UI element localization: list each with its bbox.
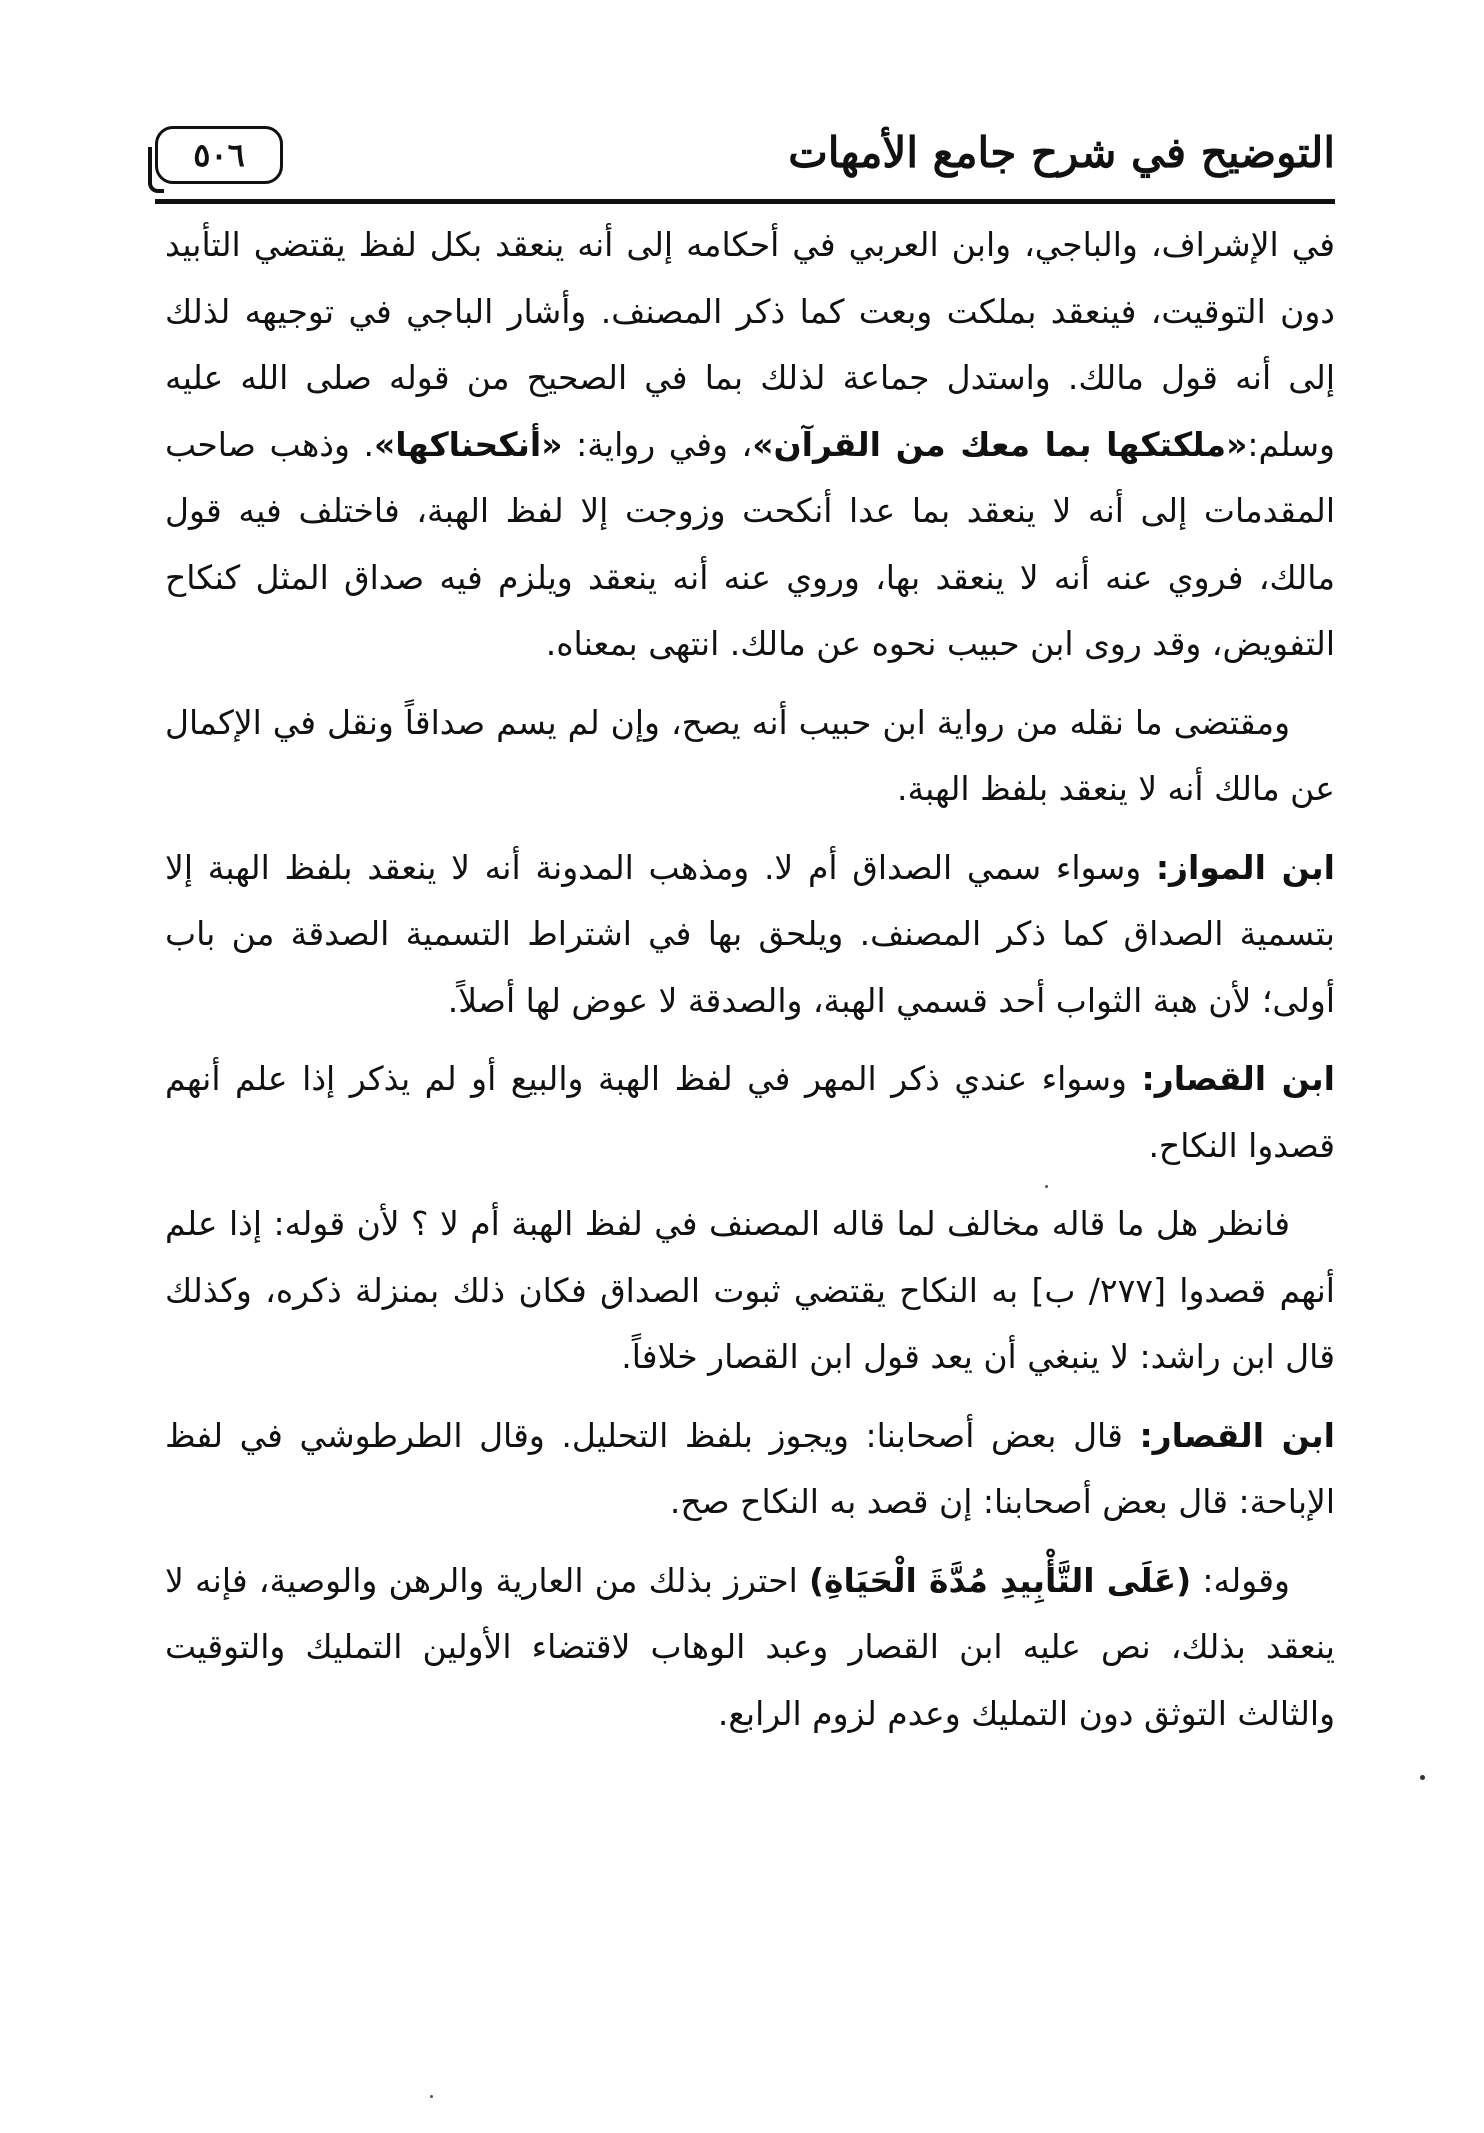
running-title: التوضيح في شرح جامع الأمهات	[788, 128, 1335, 177]
paragraph-1-text-c: . وذهب صاحب المقدمات إلى أنه لا ينعقد بما عدا أنكحت وزوجت إلا لفظ الهبة، فاختلف فيه قول مالك، فروي عنه أنه لا ينعقد بها، وروي عنه أنه ينعقد ويلزم فيه صداق المثل كنكاح التفويض، وقد روى ابن حبيب نحوه عن مالك. انتهى بمعناه.	[165, 424, 1335, 663]
paragraph-3-text: وسواء سمي الصداق أم لا. ومذهب المدونة أنه لا ينعقد بلفظ الهبة إلا بتسمية الصداق كما ذكر المصنف. ويلحق بها في اشتراط التسمية الصدقة من باب أولى؛ لأن هبة الثواب أحد قسمي الهبة، والصدقة لا عوض لها أصلاً.	[165, 847, 1335, 1020]
paragraph-1-text-a: في الإشراف، والباجي، وابن العربي في أحكامه إلى أنه ينعقد بكل لفظ يقتضي التأبيد دون التوقيت، فينعقد بملكت وبعت كما ذكر المصنف. وأشار الباجي في توجيهه لذلك إلى أنه قول مالك. واستدل جماعة لذلك بما في الصحيح من قوله صلى الله عليه وسلم:	[165, 225, 1335, 464]
paragraph-3	[165, 835, 1335, 1035]
paragraph-1-text-b: ، وفي رواية:	[562, 424, 753, 464]
paragraph-2	[165, 690, 1335, 823]
paragraph-5-text-b: به النكاح يقتضي ثبوت الصداق فكان ذلك بمنزلة ذكره، وكذلك قال ابن راشد: لا ينبغي أن يعد قول ابن القصار خلافاً.	[165, 1270, 1335, 1376]
folio-marker: [٢٧٧/ ب]	[1031, 1270, 1166, 1310]
paragraph-5	[165, 1191, 1335, 1391]
paragraph-7-text-a: وقوله:	[1191, 1560, 1290, 1600]
speaker-label-ibn-al-qassar-2: ابن القصار:	[1139, 1415, 1335, 1455]
page-number: ٥٠٦	[155, 126, 283, 184]
body-text	[165, 212, 1335, 1759]
paragraph-6	[165, 1403, 1335, 1536]
paragraph-2-text: ومقتضى ما نقله من رواية ابن حبيب أنه يصح، وإن لم يسم صداقاً ونقل في الإكمال عن مالك أنه لا ينعقد بلفظ الهبة.	[165, 702, 1335, 808]
hadith-quote-2: «أنكحناكها»	[373, 424, 563, 464]
paragraph-7-text-b: احترز بذلك من العارية والرهن والوصية، فإنه لا ينعقد بذلك، نص عليه ابن القصار وعبد الوهاب لاقتضاء الأولين التمليك والتوقيت والثالث التوثق دون التمليك وعدم لزوم الرابع.	[165, 1560, 1335, 1733]
paragraph-5-text-a: فانظر هل ما قاله مخالف لما قاله المصنف في لفظ الهبة أم لا ؟ لأن قوله: إذا علم أنهم قصدوا	[165, 1204, 1335, 1310]
hadith-quote-1: «ملكتكها بما معك من القرآن»	[752, 424, 1248, 464]
page-header	[155, 118, 1335, 204]
header-rule	[155, 199, 1335, 204]
paragraph-6-text: قال بعض أصحابنا: ويجوز بلفظ التحليل. وقال الطرطوشي في لفظ الإباحة: قال بعض أصحابنا: إن قصد به النكاح صح.	[165, 1415, 1335, 1521]
speaker-label-ibn-al-mawwaz: ابن المواز:	[1155, 847, 1335, 887]
scan-speck-3	[430, 2095, 433, 2098]
scan-speck-2	[1045, 1185, 1048, 1188]
paragraph-4-text: وسواء عندي ذكر المهر في لفظ الهبة والبيع أو لم يذكر إذا علم أنهم قصدوا النكاح.	[165, 1059, 1335, 1165]
paragraph-7	[165, 1548, 1335, 1748]
scan-speck	[1420, 1775, 1425, 1780]
paragraph-1	[165, 212, 1335, 678]
paragraph-4	[165, 1046, 1335, 1179]
quoted-matn: (عَلَى التَّأْبِيدِ مُدَّةَ الْحَيَاةِ)	[808, 1560, 1192, 1600]
speaker-label-ibn-al-qassar: ابن القصار:	[1141, 1059, 1335, 1098]
